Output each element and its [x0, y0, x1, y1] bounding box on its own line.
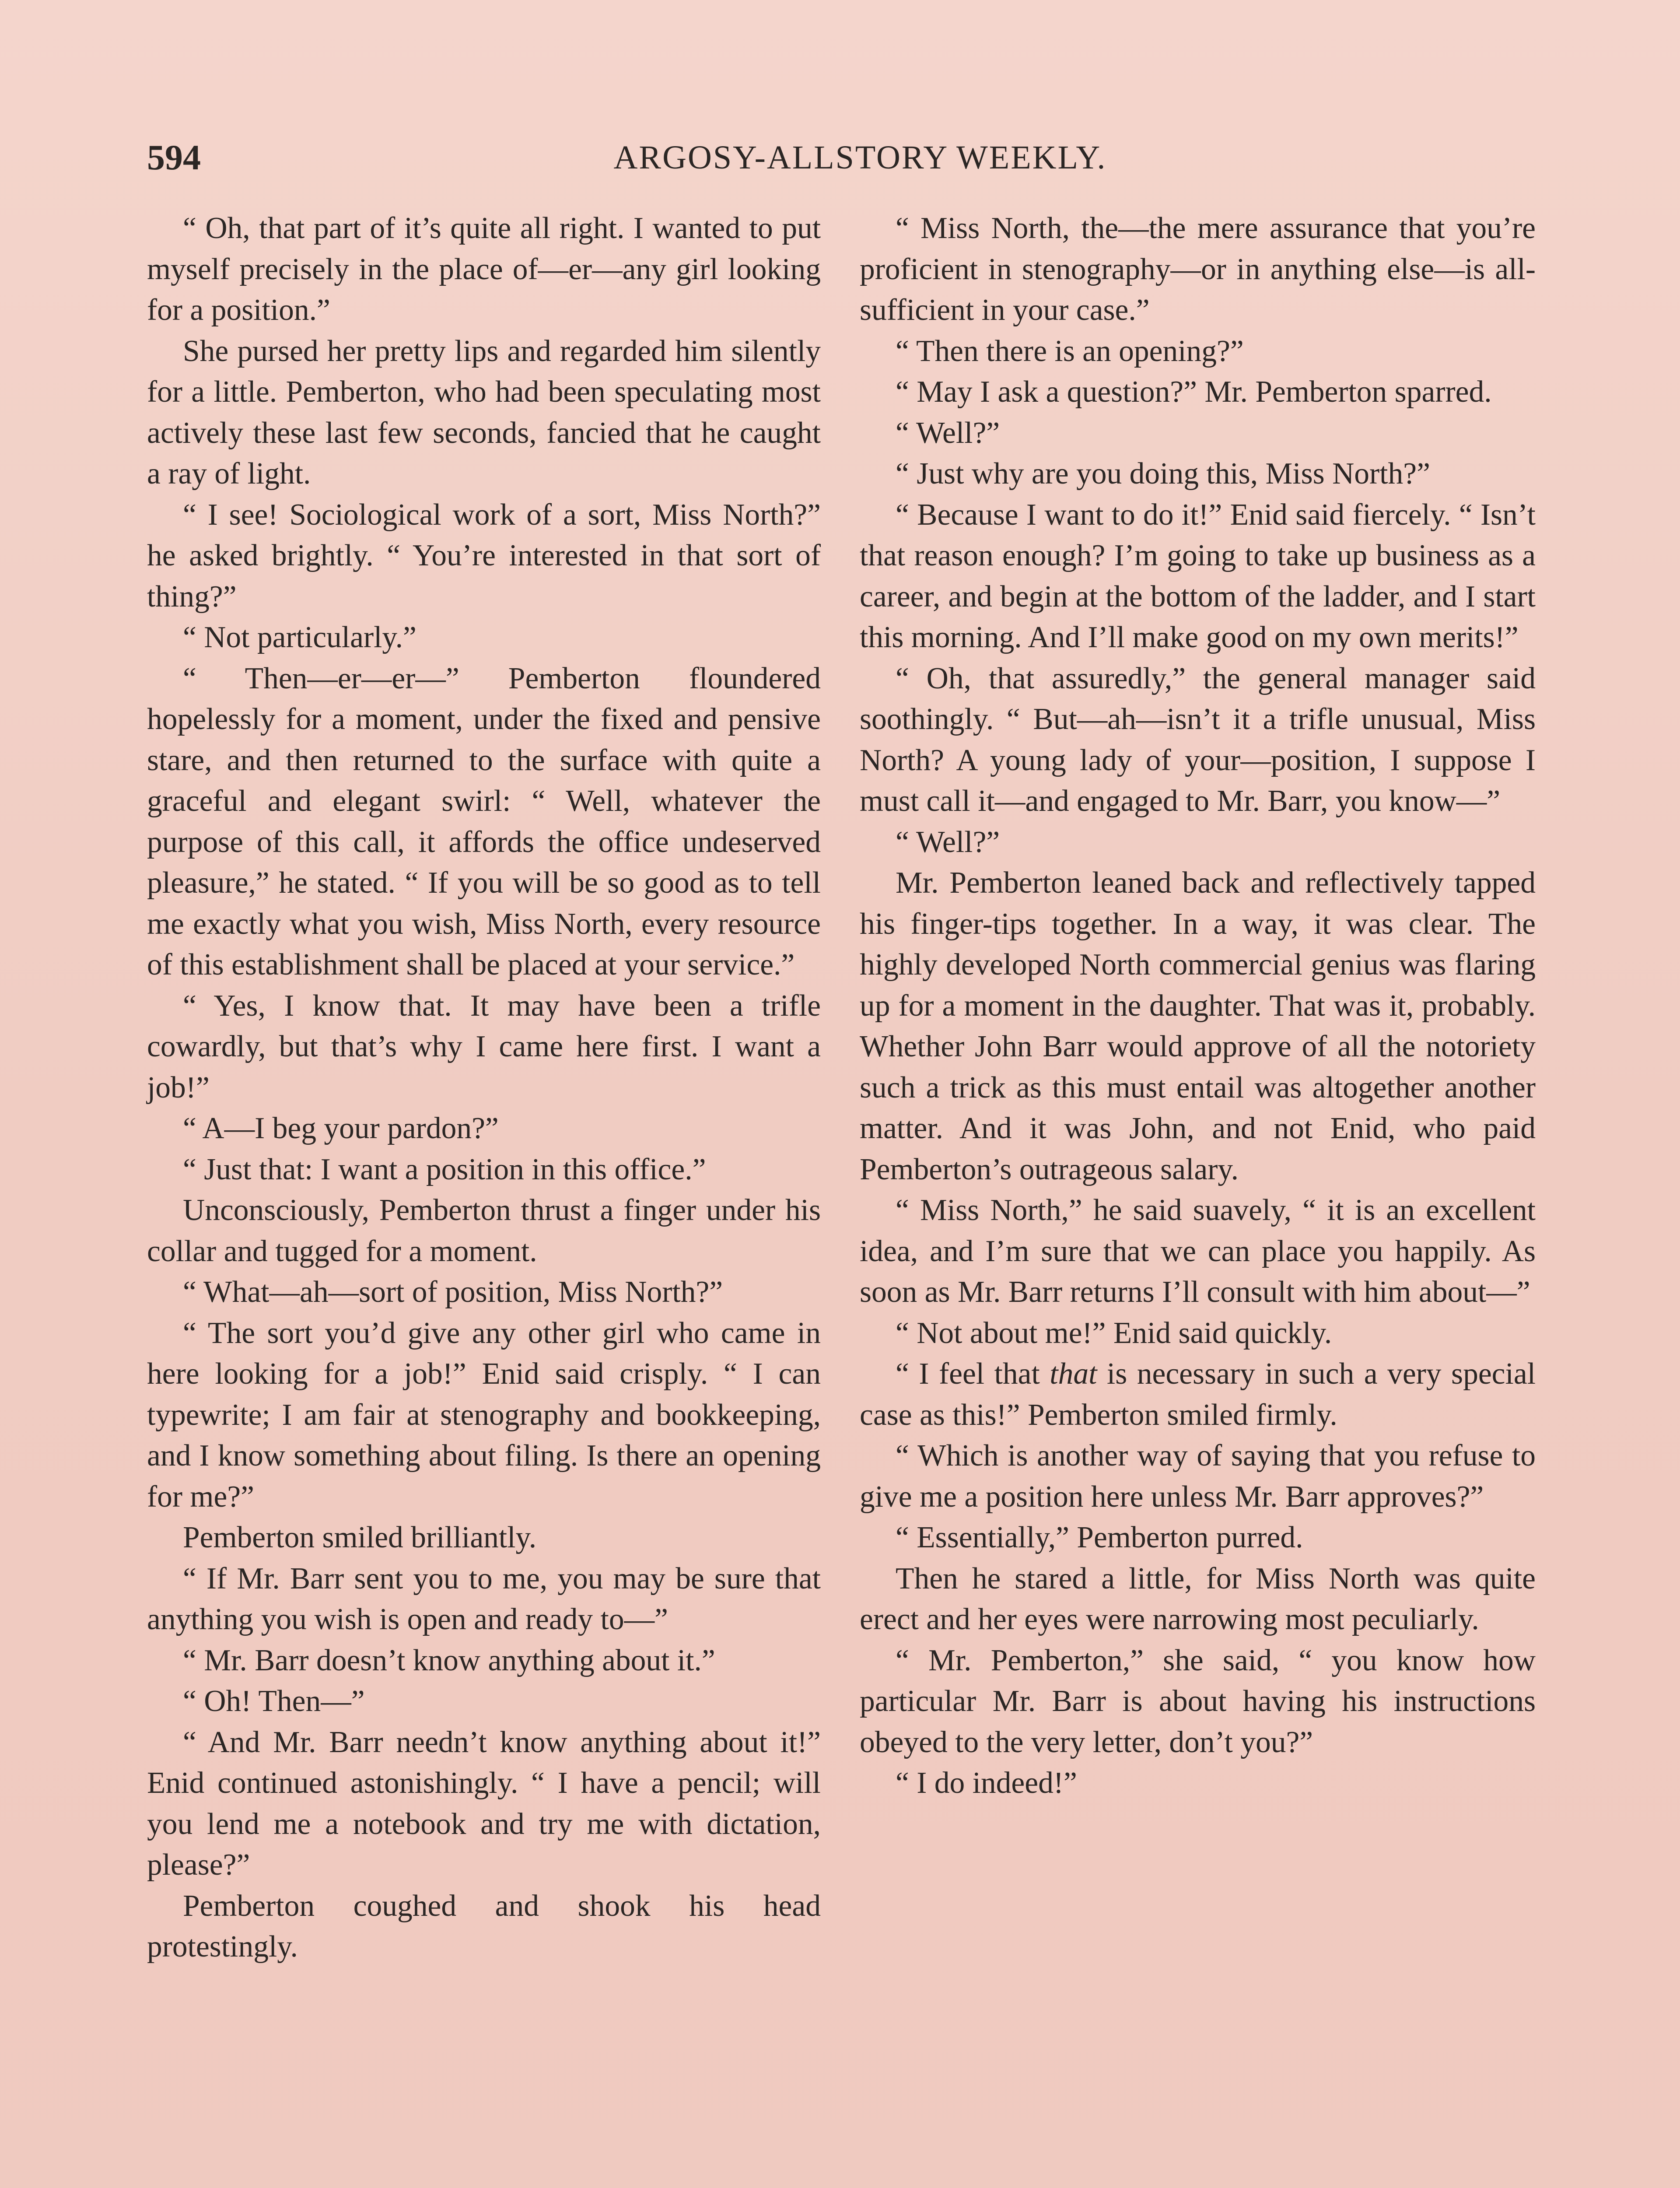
- paragraph-text-after-italic: is necessary in such a very special case as this!” Pemberton smiled firmly.: [860, 1357, 1536, 1432]
- paragraph-text-before-italic: “ I feel that: [896, 1357, 1050, 1391]
- paragraph: “ A—I beg your pardon?”: [183, 1112, 499, 1145]
- paragraph: “ Oh! Then—”: [183, 1684, 365, 1718]
- paragraph: “ Oh, that assuredly,” the general manager said soothingly. “ But—ah—isn’t it a trifle unusual, Miss North? A young lady of your—position, I suppose I must call it—and engaged to Mr. Barr, you know—”: [860, 661, 1536, 818]
- paragraph: “ Well?”: [896, 416, 1000, 450]
- paragraph: “ Not particularly.”: [183, 621, 416, 654]
- paragraph: “ I do indeed!”: [896, 1766, 1077, 1800]
- paragraph: “ Essentially,” Pemberton purred.: [896, 1521, 1303, 1554]
- right-text-column: [860, 208, 1536, 1804]
- paragraph: “ The sort you’d give any other girl who came in here looking for a job!” Enid said crisply. “ I can typewrite; I am fair at stenography and bookkeeping, and I know something about filing. Is there an opening for me?”: [147, 1316, 821, 1514]
- paragraph: Mr. Pemberton leaned back and reflectively tapped his finger-tips together. In a way, it was clear. The highly developed North commercial genius was flaring up for a moment in the daughter. That was it, probably. Whether John Barr would approve of all the notoriety such a trick as this must entail was altogether another matter. And it was John, and not Enid, who paid Pemberton’s outrageous salary.: [860, 866, 1536, 1186]
- running-title: ARGOSY-ALLSTORY WEEKLY.: [613, 139, 1107, 176]
- paragraph: “ May I ask a question?” Mr. Pemberton sparred.: [896, 375, 1492, 409]
- paragraph: “ I see! Sociological work of a sort, Miss North?” he asked brightly. “ You’re interested in that sort of thing?”: [147, 498, 821, 614]
- paragraph: “ And Mr. Barr needn’t know anything about it!” Enid continued astonishingly. “ I have a pencil; will you lend me a notebook and try me with dictation, please?”: [147, 1725, 821, 1882]
- paragraph: “ Oh, that part of it’s quite all right. I wanted to put myself precisely in the place of—er—any girl looking for a position.”: [147, 211, 821, 327]
- paragraph: “ Just why are you doing this, Miss North?”: [896, 457, 1430, 491]
- paragraph: Pemberton coughed and shook his head protestingly.: [147, 1889, 821, 1964]
- paragraph: “ If Mr. Barr sent you to me, you may be sure that anything you wish is open and ready to—”: [147, 1561, 821, 1636]
- paragraph: “ What—ah—sort of position, Miss North?”: [183, 1275, 723, 1309]
- paragraph: “ Miss North,” he said suavely, “ it is an excellent idea, and I’m sure that we can place you happily. As soon as Mr. Barr returns I’ll consult with him about—”: [860, 1193, 1536, 1309]
- paragraph: “ Not about me!” Enid said quickly.: [896, 1316, 1332, 1350]
- paragraph: She pursed her pretty lips and regarded him silently for a little. Pemberton, who had been speculating most actively these last few seconds, fancied that he caught a ray of light.: [147, 334, 821, 491]
- paragraph: “ Then there is an opening?”: [896, 334, 1244, 368]
- paragraph: “ Which is another way of saying that you refuse to give me a position here unless Mr. Barr approves?”: [860, 1439, 1536, 1514]
- paragraph: “ Mr. Pemberton,” she said, “ you know how particular Mr. Barr is about having his instructions obeyed to the very letter, don’t you?”: [860, 1643, 1536, 1759]
- paragraph-with-italic: [860, 1353, 1536, 1435]
- italic-emphasis: that: [1050, 1357, 1097, 1391]
- paragraph: “ Yes, I know that. It may have been a trifle cowardly, but that’s why I came here first. I want a job!”: [147, 989, 821, 1105]
- paragraph: Then he stared a little, for Miss North was quite erect and her eyes were narrowing most peculiarly.: [860, 1561, 1536, 1636]
- paragraph: “ Well?”: [896, 825, 1000, 859]
- page-number: 594: [147, 137, 201, 177]
- paragraph: “ Because I want to do it!” Enid said fiercely. “ Isn’t that reason enough? I’m going to take up business as a career, and begin at the bottom of the ladder, and I start this morning. And I’ll make good on my own merits!”: [860, 498, 1536, 654]
- paragraph: Pemberton smiled brilliantly.: [183, 1521, 537, 1554]
- left-text-column: [147, 208, 821, 1967]
- paragraph: “ Then—er—er—” Pemberton floundered hopelessly for a moment, under the fixed and pensive stare, and then returned to the surface with quite a graceful and elegant swirl: “ Well, whatever the purpose of this call, it affords the office undeserved pleasure,” he stated. “ If you will be so good as to tell me exactly what you wish, Miss North, every resource of this establishment shall be placed at your service.”: [147, 661, 821, 982]
- page-header: [147, 131, 1573, 184]
- paragraph: “ Just that: I want a position in this office.”: [183, 1152, 706, 1186]
- paragraph: Unconsciously, Pemberton thrust a finger under his collar and tugged for a moment.: [147, 1193, 821, 1268]
- paragraph: “ Miss North, the—the mere assurance that you’re proficient in stenography—or in anything else—is all-sufficient in your case.”: [860, 211, 1536, 327]
- paragraph: “ Mr. Barr doesn’t know anything about it.”: [183, 1643, 715, 1677]
